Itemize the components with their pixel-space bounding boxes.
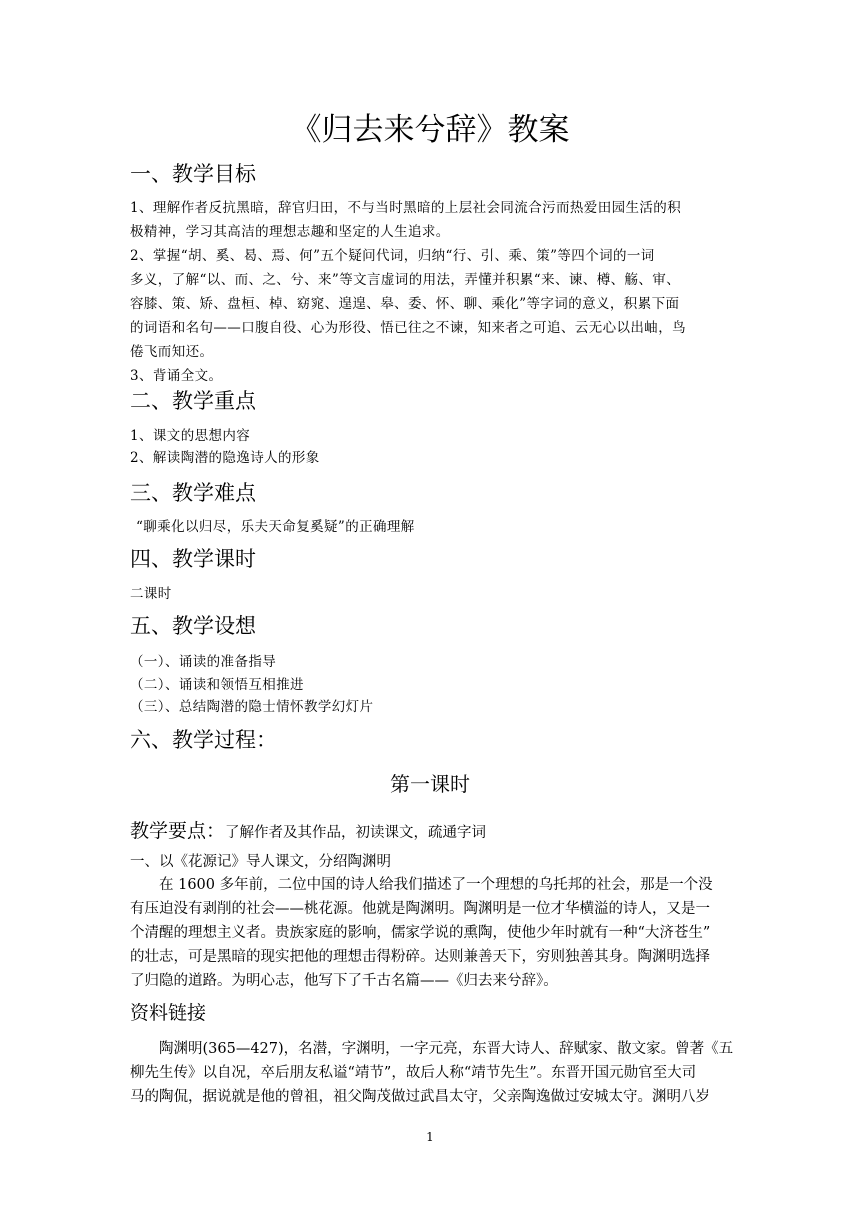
paragraph-line: 3、背诵全文。 — [130, 368, 223, 384]
document-title: 《归去来兮辞》教案 — [290, 112, 570, 148]
paragraph-line: 个清醒的理想主义者。贵族家庭的影响，儒家学说的熏陶，使他少年时就有一种“大济苍生” — [130, 925, 711, 941]
paragraph-line: 1、理解作者反抗黑暗，辞官归田，不与当时黑暗的上层社会同流合污而热爱田园生活的积 — [130, 200, 682, 216]
paragraph-line: 极精神，学习其高洁的理想志趣和坚定的人生追求。 — [130, 224, 450, 240]
paragraph-line: 二课时 — [130, 586, 172, 602]
paragraph-line: 陶渊明(365—427)，名潜，字渊明，一字元亮，东晋大诗人、辞赋家、散文家。曾著《五 — [130, 1041, 734, 1057]
paragraph-line: 的词语和名句——口腹自役、心为形役、悟已往之不谏，知来者之可追、云无心以出岫，鸟 — [130, 320, 686, 336]
section-heading-teaching-ideas: 五、教学设想 — [130, 614, 256, 638]
paragraph-line: 在 1600 多年前，二位中国的诗人给我们描述了一个理想的乌托邦的社会，那是一个没 — [130, 877, 713, 893]
paragraph-line: （一）、诵读的准备指导 — [130, 654, 277, 670]
paragraph-line: 有压迫没有剥削的社会——桃花源。他就是陶渊明。陶渊明是一位才华横溢的诗人，又是一 — [130, 901, 710, 917]
key-points-label: 教学要点： — [130, 820, 226, 842]
key-points-row — [130, 816, 486, 843]
page-number: 1 — [426, 1130, 434, 1144]
paragraph-line: （二）、诵读和领悟互相推进 — [130, 677, 304, 693]
paragraph-line: 了归隐的道路。为明心志，他写下了千古名篇——《归去来兮辞》。 — [130, 973, 558, 989]
section-heading-class-hours: 四、教学课时 — [130, 547, 256, 571]
paragraph-line: 多义，了解“以、而、之、兮、来”等文言虚词的用法，弄懂并积累“来、谏、樽、觞、审、 — [130, 272, 681, 288]
paragraph-line: 马的陶侃，据说就是他的曾祖，祖父陶茂做过武昌太守，父亲陶逸做过安城太守。渊明八岁 — [130, 1089, 710, 1105]
intro-heading: 一、以《花源记》导人课文，分绍陶渊明 — [130, 854, 391, 870]
key-points-text: 了解作者及其作品，初读课文，疏通字词 — [225, 825, 487, 841]
paragraph-line: 柳先生传》以自况，卒后朋友私谥“靖节”，故后人称“靖节先生”。东晋开国元勋官至大司 — [130, 1065, 697, 1081]
section-heading-teaching-goals: 一、教学目标 — [130, 162, 256, 186]
section-heading-key-points: 二、教学重点 — [130, 389, 256, 413]
paragraph-line: 2、解读陶潜的隐逸诗人的形象 — [130, 450, 320, 466]
paragraph-line: 倦飞而知还。 — [130, 344, 214, 360]
section-heading-teaching-process: 六、教学过程： — [130, 728, 277, 752]
paragraph-line: 的壮志，可是黑暗的现实把他的理想击得粉碎。达则兼善天下，穷则独善其身。陶渊明选择 — [130, 949, 710, 965]
resource-heading: 资料链接 — [130, 1002, 207, 1024]
section-heading-difficulties: 三、教学难点 — [130, 481, 256, 505]
lesson-subtitle: 第一课时 — [390, 772, 470, 796]
paragraph-line: “聊乘化以归尽，乐夫天命复奚疑”的正确理解 — [136, 519, 415, 535]
paragraph-line: 容膝、策、矫、盘桓、棹、窈窕、遑遑、皋、委、怀、聊、乘化”等字词的意义，积累下面 — [130, 296, 680, 312]
paragraph-line: 1、课文的思想内容 — [130, 428, 251, 444]
paragraph-line: 2、掌握“胡、奚、曷、焉、何”五个疑问代词，归纳“行、引、乘、策”等四个词的一词 — [130, 248, 655, 264]
paragraph-line: （三）、总结陶潜的隐士情怀教学幻灯片 — [130, 699, 374, 715]
